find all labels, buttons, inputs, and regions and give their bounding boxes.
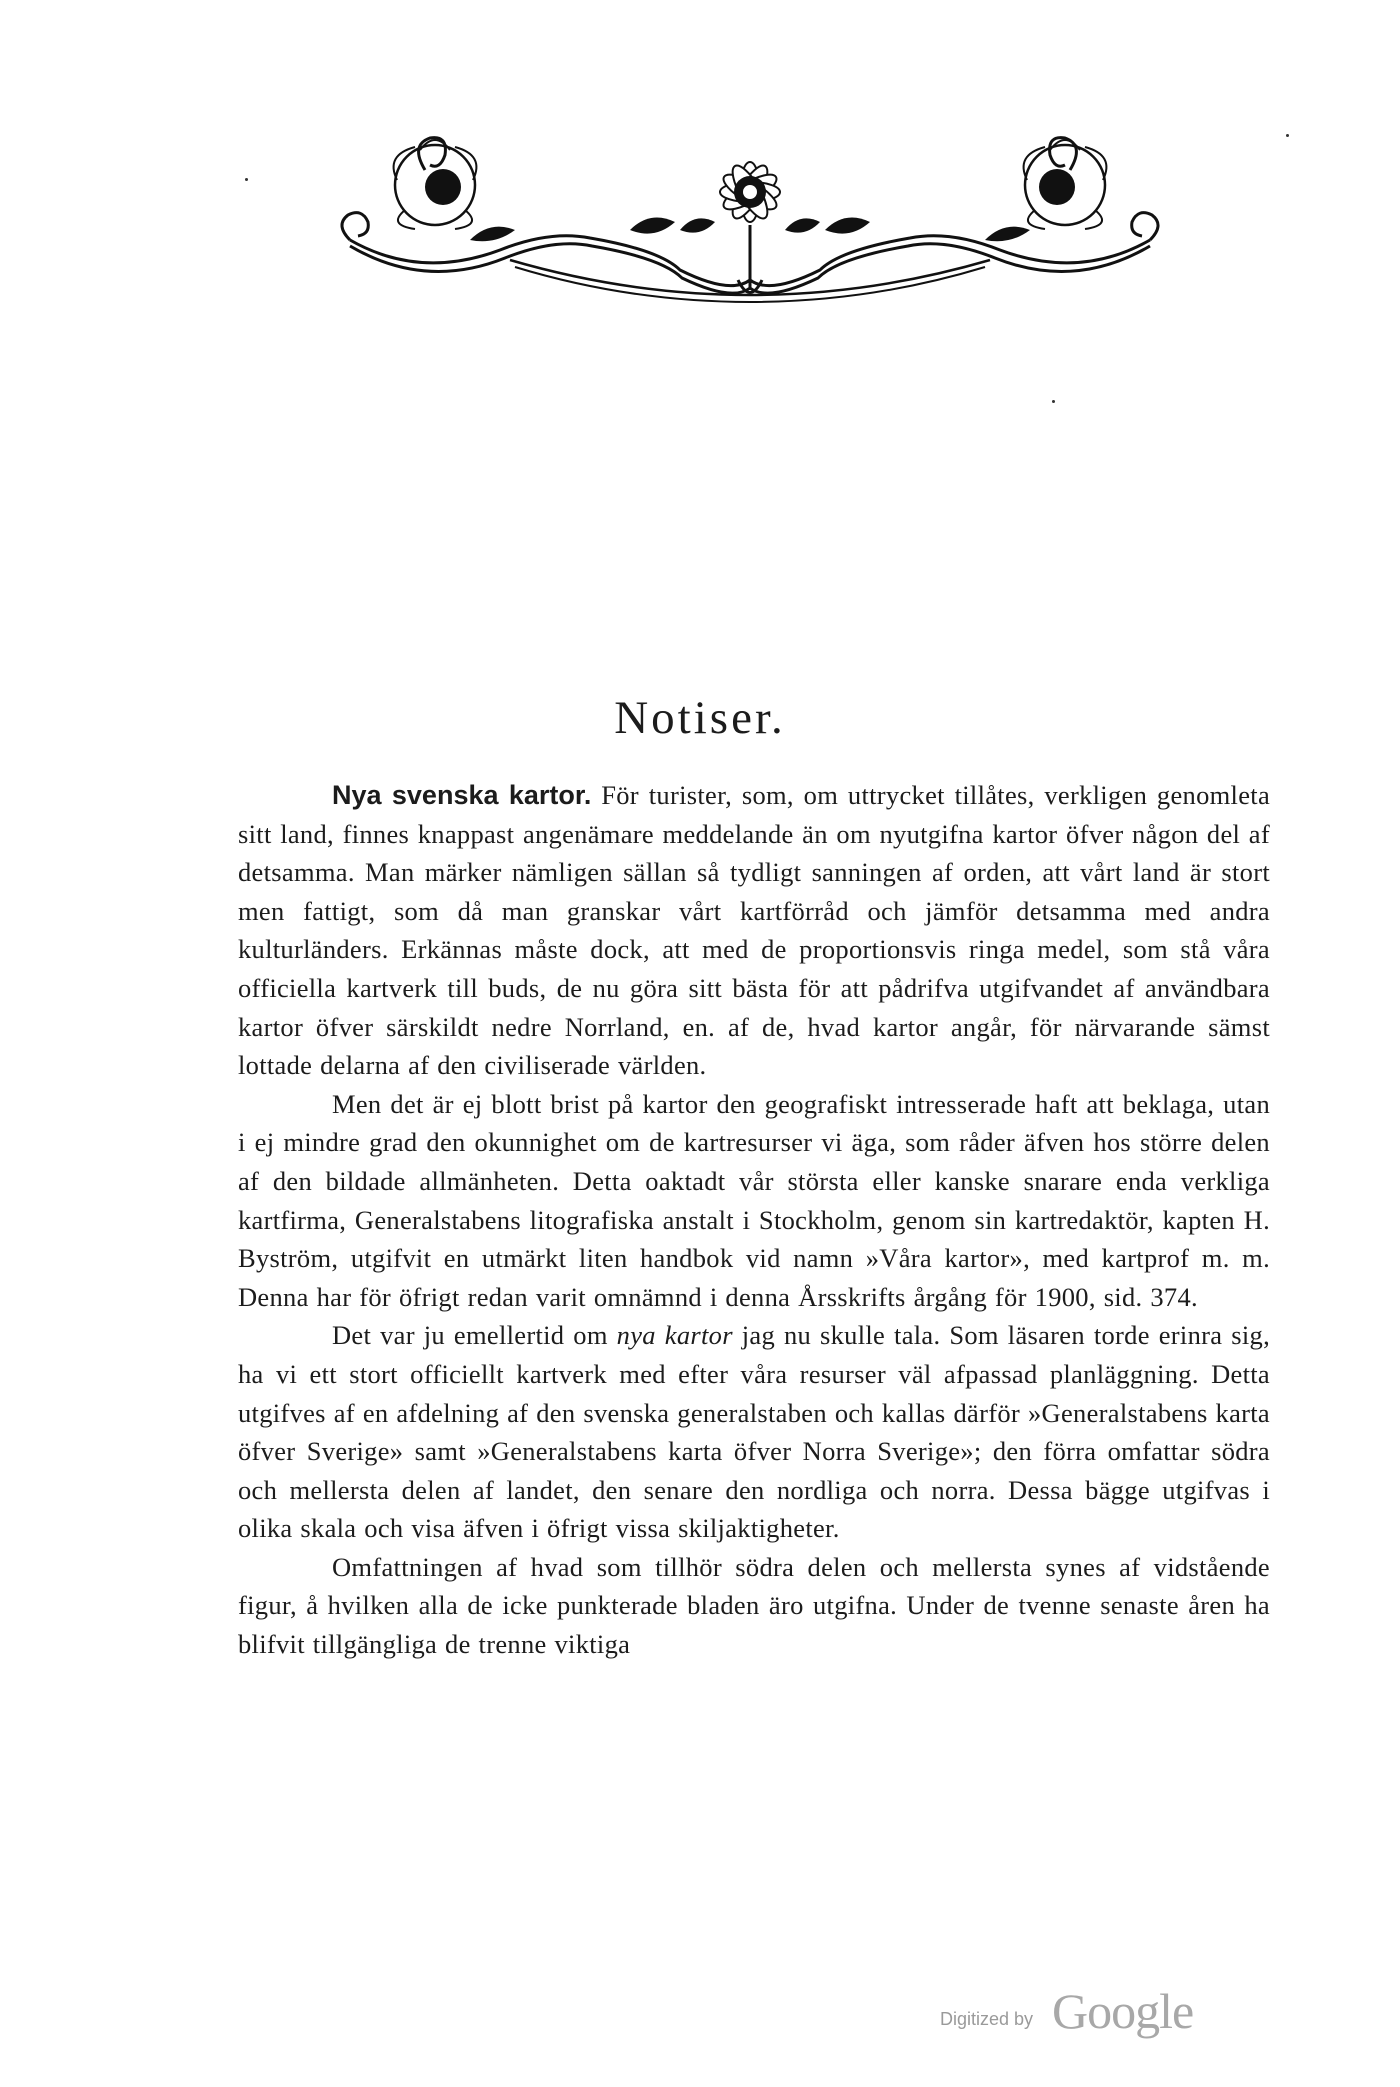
article-body	[238, 776, 1270, 1664]
paragraph-3-after: jag nu skulle tala. Som läsaren torde erinra sig, ha vi ett stort officiellt kartverk med efter våra resurser väl afpassad planläggning. Detta utgifves af en afdelning af den svenska generalstaben och kallas därför »Generalstabens karta öfver Sverige» samt »Generalstabens karta öfver Norra Sverige»; den förra omfattar södra och mellersta delen af landet, den senare den nordliga och norra. Dessa bägge utgifvas i olika skala och visa äfven i öfrigt vissa skiljaktigheter.	[238, 1320, 1270, 1544]
page-title: Notiser.	[614, 692, 786, 745]
paragraph-4: Omfattningen af hvad som tillhör södra delen och mellersta synes af vidstående figur, å hvilken alla de icke punkterade bladen äro utgifna. Under de tvenne senaste åren ha blifvit tillgängliga de trenne viktiga	[238, 1551, 1270, 1660]
digitization-watermark	[940, 1980, 1240, 2040]
section-heading-nya-svenska-kartor: Nya svenska kartor.	[332, 780, 592, 810]
paragraph-3	[238, 1316, 1270, 1548]
paragraph-2: Men det är ej blott brist på kartor den geografiskt intresserade haft att beklaga, utan i ej mindre grad den okunnighet om de kartresurser vi äga, som råder äfven hos större delen af den bildade allmänheten. Detta oaktadt vår största eller kanske snarare enda verkliga kartfirma, Generalstabens litografiska anstalt i Stockholm, genom sin kartredaktör, kapten H. Byström, utgifvit en utmärkt liten handbok vid namn »Våra kartor», med kartprof m. m. Denna har för öfrigt redan varit omnämnd i denna Årsskrifts årgång för 1900, sid. 374.	[238, 1088, 1270, 1312]
paragraph-1-text: För turister, som, om uttrycket tillåtes, verkligen genomleta sitt land, finnes knappast angenämare meddelande än om nyutgifna kartor öfver någon del af detsamma. Man märker nämligen sällan så tydligt sanningen af orden, att vårt land är stort men fattigt, som då man granskar vårt kartförråd och jämför detsamma med andra kulturländers. Erkännas måste dock, att med de proportionsvis ringa medel, som stå våra officiella kartverk till buds, de nu göra sitt bästa för att pådrifva utgifvandet af användbara kartor öfver särskildt nedre Norrland, en. af de, hvad kartor angår, för närvarande sämst lottade delarna af den civiliserade världen.	[238, 780, 1271, 1081]
watermark-prefix: Digitized by	[940, 2009, 1034, 2029]
paragraph-3-italic: nya kartor	[616, 1320, 733, 1351]
scan-speck	[245, 178, 248, 181]
paragraph-3-before: Det var ju emellertid om	[332, 1320, 617, 1351]
scan-speck	[1286, 134, 1289, 137]
scan-speck	[1052, 400, 1055, 403]
google-logo: Google	[1052, 1983, 1194, 2039]
floral-header-ornament	[330, 130, 1170, 310]
paragraph-1	[238, 776, 1270, 1085]
